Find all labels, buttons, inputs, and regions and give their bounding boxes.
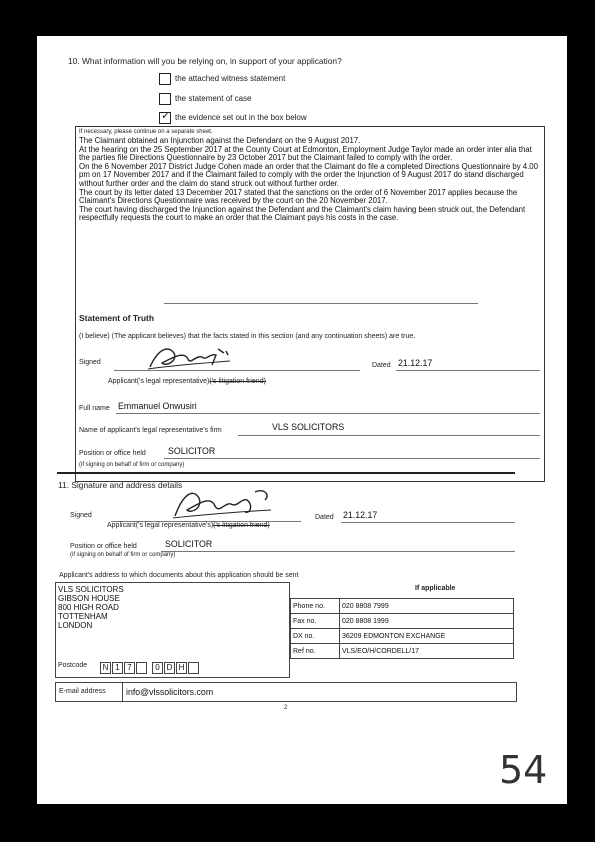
firm-label: Name of applicant's legal representative's firm [79,427,222,434]
position-value[interactable]: SOLICITOR [168,446,216,456]
if-applicable-heading: If applicable [415,585,456,592]
capacity-struck: ('s litigation friend) [209,378,266,385]
form-page [37,36,567,804]
evidence-paragraph: On the 6 November 2017 District Judge Cohen made an order that the Claimant do file a completed Directions Questionnaire by 4.00 pm on 17 November 2017 and if the Claimant failed to comply with the order the Injunction of 9 August 2017 do stand discharged without further order and the claim do stand struck out without further order. [79,161,538,188]
evidence-box-label: the evidence set out in the box below [175,113,307,122]
statement-of-case-checkbox[interactable] [159,93,171,105]
firm-value[interactable]: VLS SOLICITORS [272,422,345,432]
dx-value[interactable]: 36209 EDMONTON EXCHANGE [340,629,514,644]
table-row [291,599,514,614]
divider [164,303,478,304]
postcode-char [136,662,147,674]
witness-statement-label: the attached witness statement [175,74,286,83]
address-line: VLS SOLICITORS [58,585,124,594]
phone-value[interactable]: 020 8808 7999 [340,599,514,614]
postcode-char: D [164,662,175,674]
evidence-paragraph: The court by its letter dated 13 December 2017 stated that the sanctions on the order of 6 November 2017 applies because the Claimant's Directions Questionnaire was received by the court on the 20 November 2017. [79,187,518,206]
postcode-char: N [100,662,111,674]
email-value[interactable]: info@vlssolicitors.com [126,687,214,697]
postcode-char [188,662,199,674]
evidence-text [79,137,541,223]
address-line: LONDON [58,621,93,630]
statement-of-truth-title: Statement of Truth [79,313,155,323]
fax-value[interactable]: 020 8808 1999 [340,614,514,629]
postcode-char: 0 [152,662,163,674]
contact-table [290,598,514,659]
evidence-box [75,126,545,482]
dated-label: Dated [372,362,391,369]
signature-image [167,484,277,524]
table-row [291,644,514,659]
continue-note: If necessary, please continue on a separate sheet. [79,129,213,135]
address-line: TOTTENHAM [58,612,108,621]
page-number: 2 [284,705,288,711]
postcode-char: H [176,662,187,674]
contact-label: Fax no. [291,614,340,629]
signature-line [114,370,360,371]
address-lines [58,585,124,630]
dated-label: Dated [315,514,334,521]
date-line [341,522,515,523]
table-row [291,629,514,644]
position-value[interactable]: SOLICITOR [165,539,213,549]
address-line: 800 HIGH ROAD [58,603,119,612]
evidence-paragraph: At the hearing on the 25 September 2017 at the County Court at Edmonton, Employment Judge Taylor made an order inter alia that the parties file Directions Questionnaire by 23 October 2017 but the Claimant failed to comply with the order. [79,144,532,163]
witness-statement-checkbox[interactable] [159,73,171,85]
postcode-label: Postcode [58,662,88,669]
email-row [55,682,517,702]
contact-label: Phone no. [291,599,340,614]
evidence-paragraph: The Claimant obtained an Injunction against the Defendant on the 9 August 2017. [79,136,361,145]
firm-line [238,435,540,436]
full-name-line [116,413,540,414]
position-note: (if signing on behalf of firm or company) [70,552,176,558]
position-label: Position or office held [79,450,146,457]
address-heading: Applicant's address to which documents about this application should be sent [59,572,299,579]
section10-question: 10. What information will you be relying on, in support of your application? [68,56,342,66]
address-box[interactable] [55,582,290,678]
check-mark-icon: ✓ [161,110,171,122]
capacity-prefix: Applicant('s legal representative's) [107,522,214,529]
postcode-field[interactable] [100,659,200,677]
ref-value[interactable]: VLS/EO/H/CORDELL/17 [340,644,514,659]
email-label: E-mail address [59,688,106,695]
address-line: GIBSON HOUSE [58,594,120,603]
capacity-label [108,378,266,385]
email-divider [122,683,123,701]
date-line [396,370,540,371]
section11-title: 11. Signature and address details [58,480,183,490]
capacity-struck: ('s litigation friend) [213,522,270,529]
position-note: (if signing on behalf of firm or company) [79,462,185,468]
evidence-box-checkbox[interactable] [159,112,171,124]
date-value[interactable]: 21.12.17 [398,358,433,368]
capacity-prefix: Applicant('s legal representative) [108,378,210,385]
postcode-char: 1 [112,662,123,674]
position-line [164,458,540,459]
contact-label: DX no. [291,629,340,644]
postcode-char: 7 [124,662,135,674]
full-name-label: Full name [79,405,110,412]
section-divider [57,472,515,474]
statement-of-truth-belief: (I believe) (The applicant believes) that the facts stated in this section (and any continuation sheets) are true. [79,333,416,340]
handwritten-page-number: 54 [499,748,548,792]
contact-label: Ref no. [291,644,340,659]
position-label: Position or office held [70,543,137,550]
position-line [161,551,515,552]
capacity-label [107,522,270,529]
date-value[interactable]: 21.12.17 [343,510,378,520]
signed-label: Signed [70,512,92,519]
evidence-paragraph: The court having discharged the Injunction against the Defendant and the Claimant's claim having been struck out, the Defendant respectfully requests the court to make an order that the Claimant pays his costs in the case. [79,204,526,223]
signed-label: Signed [79,359,101,366]
statement-of-case-label: the statement of case [175,94,252,103]
table-row [291,614,514,629]
full-name-value[interactable]: Emmanuel Onwusiri [118,401,197,411]
